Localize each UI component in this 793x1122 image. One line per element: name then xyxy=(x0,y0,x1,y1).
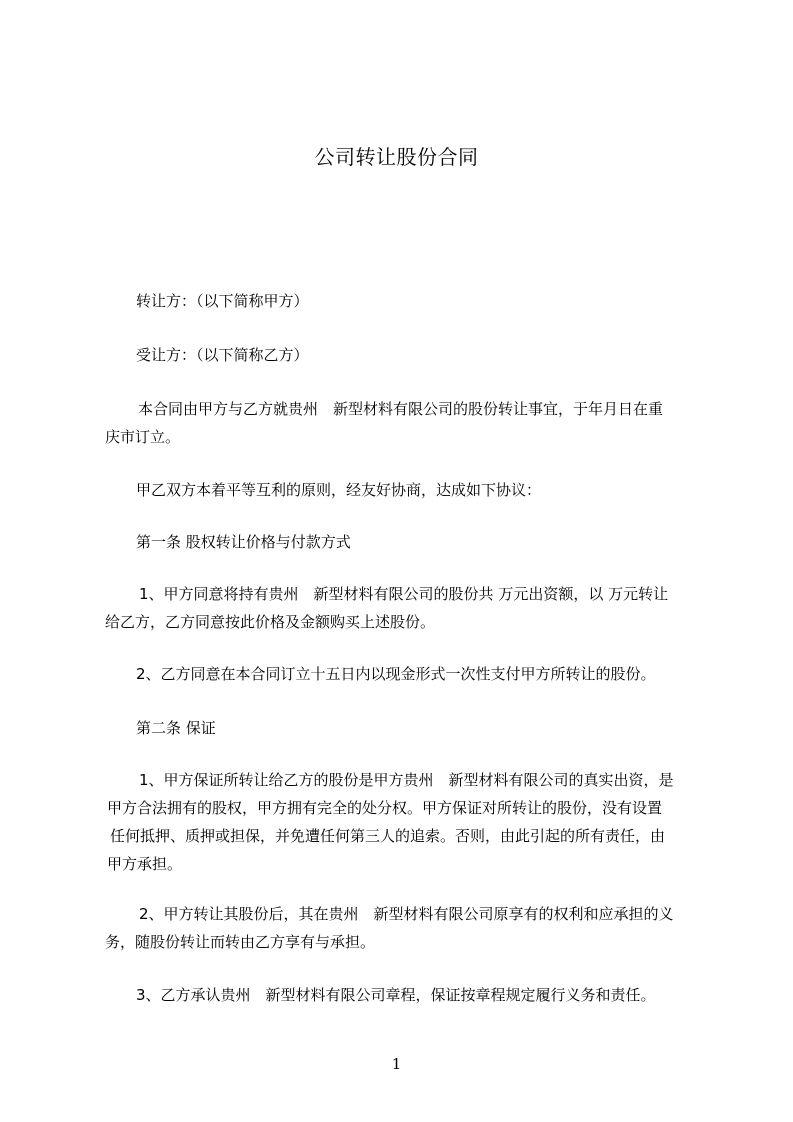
article-2-clause-2 xyxy=(105,900,710,956)
article-2-clause-1-line-4: 甲方承担。 xyxy=(107,855,183,873)
article-1-clause-1 xyxy=(105,580,710,636)
agreement-paragraph: 甲乙双方本着平等互利的原则，经友好协商，达成如下协议： xyxy=(136,481,542,499)
transferee-line: 受让方：（以下简称乙方） xyxy=(136,346,309,364)
article-2-clause-1-line-2: 甲方合法拥有的股权，甲方拥有完全的处分权。甲方保证对所转让的股份，没有设置 xyxy=(107,799,663,817)
page-number: 1 xyxy=(391,1055,402,1073)
article-1-heading: 第一条 股权转让价格与付款方式 xyxy=(136,533,351,551)
transferor-line: 转让方：（以下简称甲方） xyxy=(136,292,309,310)
article-1-clause-2: 2、乙方同意在本合同订立十五日内以现金形式一次性支付甲方所转让的股份。 xyxy=(136,665,656,683)
article-1-clause-1-line-1: 1、甲方同意将持有贵州 新型材料有限公司的股份共 万元出资额，以 万元转让 xyxy=(139,585,669,603)
document-title: 公司转让股份合同 xyxy=(314,145,479,169)
intro-line-1: 本合同由甲方与乙方就贵州 新型材料有限公司的股份转让事宜，于年月日在重 xyxy=(138,400,664,418)
article-2-heading: 第二条 保证 xyxy=(136,719,216,737)
article-1-clause-1-line-2: 给乙方，乙方同意按此价格及金额购买上述股份。 xyxy=(105,613,436,631)
article-2-clause-2-line-1: 2、甲方转让其股份后，其在贵州 新型材料有限公司原享有的权利和应承担的义 xyxy=(139,905,674,923)
article-2-clause-3: 3、乙方承认贵州 新型材料有限公司章程，保证按章程规定履行义务和责任。 xyxy=(136,986,656,1004)
intro-paragraph xyxy=(105,395,710,451)
intro-line-2: 庆市订立。 xyxy=(105,428,181,446)
article-2-clause-1-line-1: 1、甲方保证所转让给乙方的股份是甲方贵州 新型材料有限公司的真实出资，是 xyxy=(139,771,674,789)
article-2-clause-1-line-3: 任何抵押、质押或担保，并免遭任何第三人的追索。否则，由此引起的所有责任，由 xyxy=(110,827,666,845)
article-2-clause-1 xyxy=(105,766,710,878)
article-2-clause-2-line-2: 务，随股份转让而转由乙方享有与承担。 xyxy=(105,933,376,951)
